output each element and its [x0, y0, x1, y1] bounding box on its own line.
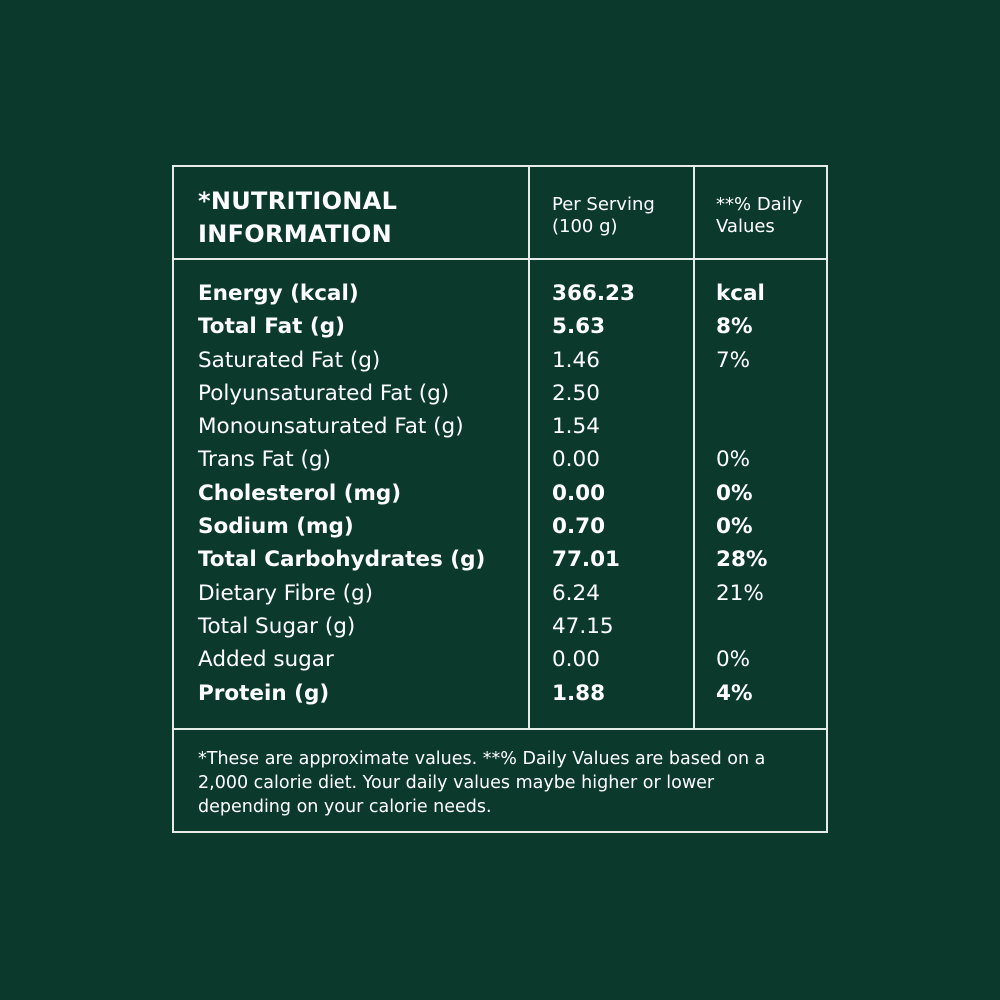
nutrient-name: Energy (kcal) [198, 281, 359, 306]
nutrient-name: Sodium (mg) [198, 514, 354, 540]
table-row [174, 643, 826, 676]
per-serving-value: 1.54 [552, 414, 600, 440]
nutrient-name: Total Carbohydrates (g) [198, 547, 486, 573]
table-row [174, 510, 826, 543]
nutrient-name: Monounsaturated Fat (g) [198, 414, 464, 440]
daily-value: 8% [716, 314, 753, 340]
per-serving-value: 0.00 [552, 447, 600, 473]
table-row [174, 443, 826, 476]
per-serving-value: 1.46 [552, 347, 600, 373]
daily-value: 0% [716, 647, 751, 673]
nutrient-name: Total Fat (g) [198, 314, 345, 340]
daily-value: 7% [716, 347, 751, 373]
nutrient-name: Dietary Fibre (g) [198, 580, 374, 606]
daily-value: 21% [716, 580, 764, 606]
per-serving-value: 0.00 [552, 647, 600, 673]
nutrient-name: Polyunsaturated Fat (g) [198, 380, 450, 406]
per-serving-value: 47.15 [552, 613, 614, 639]
per-serving-value: 2.50 [552, 380, 600, 406]
table-row [174, 344, 826, 377]
footnote: *These are approximate values. **% Daily Values are based on a 2,000 calorie diet. Your daily values maybe higher or lower depending on your calorie needs. [198, 749, 766, 817]
nutrient-name: Saturated Fat (g) [198, 347, 381, 373]
daily-value: 0% [716, 447, 751, 473]
per-serving-value: 0.70 [552, 514, 606, 540]
nutrient-name: Added sugar [198, 647, 334, 673]
per-serving-header: Per Serving (100 g) [552, 194, 655, 237]
table-row [174, 543, 826, 576]
nutrient-name: Cholesterol (mg) [198, 480, 402, 506]
per-serving-value: 1.88 [552, 680, 606, 706]
nutrition-table [172, 165, 828, 833]
daily-value: 0% [716, 514, 753, 540]
nutrient-name: Protein (g) [198, 680, 330, 706]
table-row [174, 410, 826, 443]
table-row [174, 577, 826, 610]
per-serving-value: 5.63 [552, 314, 606, 340]
nutrient-name: Total Sugar (g) [198, 613, 356, 639]
daily-value: 4% [716, 680, 753, 706]
daily-value: 28% [716, 547, 768, 573]
table-row [174, 310, 826, 343]
nutrient-name: Trans Fat (g) [198, 447, 331, 473]
table-row [174, 477, 826, 510]
daily-value: kcal [716, 281, 765, 306]
daily-value: 0% [716, 480, 753, 506]
header-divider [174, 258, 826, 260]
nutrient-rows [174, 277, 826, 710]
table-row [174, 277, 826, 310]
per-serving-value: 0.00 [552, 480, 606, 506]
per-serving-value: 366.23 [552, 281, 635, 306]
table-row [174, 610, 826, 643]
daily-values-header: **% Daily Values [716, 194, 803, 237]
table-row [174, 677, 826, 710]
footer-divider [174, 728, 826, 730]
table-title: *NUTRITIONAL INFORMATION [198, 187, 398, 248]
per-serving-value: 6.24 [552, 580, 600, 606]
table-row [174, 377, 826, 410]
per-serving-value: 77.01 [552, 547, 621, 573]
